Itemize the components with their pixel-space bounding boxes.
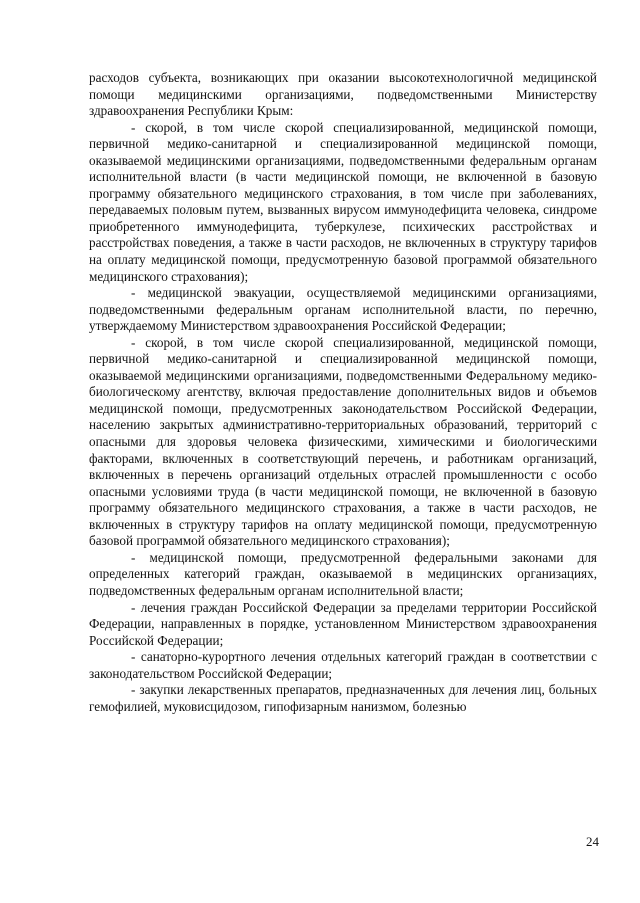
paragraph-item-drug-procurement: - закупки лекарственных препаратов, предназначенных для лечения лиц, больных гемофилией, муковисцидозом, гипофизарным нанизмом, болезнью xyxy=(89,682,597,714)
document-body xyxy=(89,70,597,715)
page-number: 24 xyxy=(586,834,599,849)
paragraph-item-sanatorium: - санаторно-курортного лечения отдельных категорий граждан в соответствии с законодательством Российской Федерации; xyxy=(89,649,597,681)
paragraph-item-federal-laws: - медицинской помощи, предусмотренной федеральными законами для определенных категорий граждан, оказываемой в медицинских организациях, подведомственных федеральным органам исполнительной власти; xyxy=(89,549,597,598)
paragraph-intro: расходов субъекта, возникающих при оказании высокотехнологичной медицинской помощи медицинскими организациями, подведомственными Министерству здравоохранения Республики Крым: xyxy=(89,70,597,119)
paragraph-item-treatment-abroad: - лечения граждан Российской Федерации за пределами территории Российской Федерации, направленных в порядке, установленном Министерством здравоохранения Российской Федерации; xyxy=(89,599,597,648)
paragraph-item-emergency-federal: - скорой, в том числе скорой специализированной, медицинской помощи, первичной медико-санитарной и специализированной медицинской помощи, оказываемой медицинскими организациями, подведомственными федеральным органам исполнительной власти (в части медицинской помощи, не включенной в базовую программу обязательного медицинского страхования, в том числе при заболеваниях, передаваемых половым путем, вызванных вирусом иммунодефицита человека, синдроме приобретенного иммунодефицита, туберкулезе, психических расстройствах и расстройствах поведения, а также в части расходов, не включенных в структуру тарифов на оплату медицинской помощи, предусмотренную базовой программой обязательного медицинского страхования); xyxy=(89,119,597,284)
paragraph-item-fmba: - скорой, в том числе скорой специализированной, медицинской помощи, первичной медико-санитарной и специализированной медицинской помощи, оказываемой медицинскими организациями, подведомственными Федеральному медико-биологическому агентству, включая предоставление дополнительных видов и объемов медицинской помощи, предусмотренных законодательством Российской Федерации, населению закрытых административно-территориальных образований, территорий с опасными для здоровья человека физическими, химическими и биологическими факторами, включенных в соответствующий перечень, и работникам организаций, включенных в перечень организаций отдельных отраслей промышленности с особо опасными условиями труда (в части медицинской помощи, не включенной в базовую программу обязательного медицинского страхования, а также в части расходов, не включенных в структуру тарифов на оплату медицинской помощи, предусмотренную базовой программой обязательного медицинского страхования); xyxy=(89,334,597,549)
paragraph-item-medical-evacuation: - медицинской эвакуации, осуществляемой медицинскими организациями, подведомственными федеральным органам исполнительной власти, по перечню, утверждаемому Министерством здравоохранения Российской Федерации; xyxy=(89,285,597,334)
